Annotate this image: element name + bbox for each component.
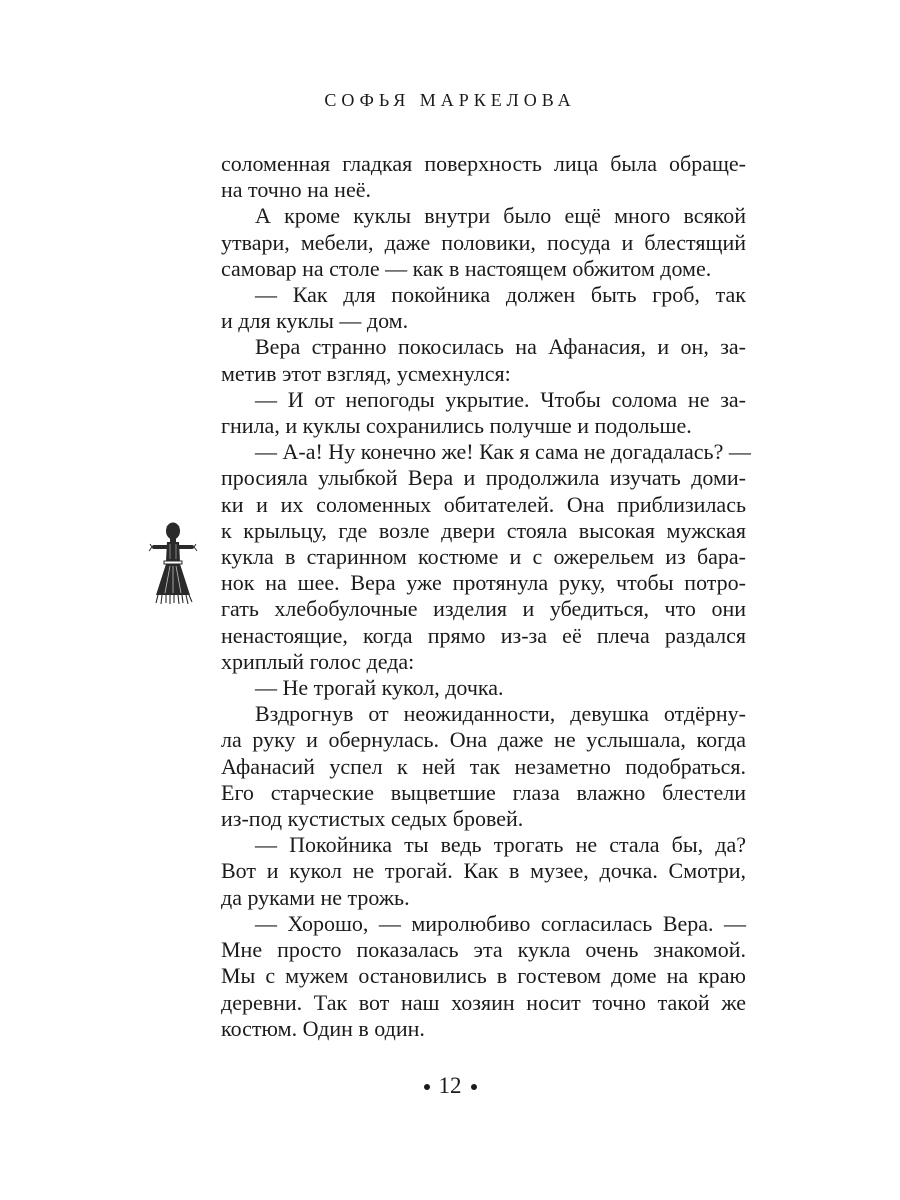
folio-dot-right-icon — [471, 1084, 477, 1090]
folio-dot-left-icon — [424, 1084, 430, 1090]
text-line: нок на шее. Вера уже протянула руку, чтобы потро- — [221, 570, 746, 596]
text-line: А кроме куклы внутри было ещё много всякой — [255, 203, 746, 229]
running-head: СОФЬЯ МАРКЕЛОВА — [324, 90, 576, 110]
text-line: — Как для покойника должен быть гроб, так — [255, 282, 746, 308]
text-line: кукла в старинном костюме и с ожерельем из бара- — [221, 544, 746, 570]
text-line: просияла улыбкой Вера и продолжила изучать доми- — [221, 465, 746, 491]
text-line: к крыльцу, где возле двери стояла высокая мужская — [221, 517, 746, 543]
text-line: Афанасий успел к ней так незаметно подобраться. — [221, 753, 746, 779]
text-line: ки и их соломенных обитателей. Она приблизилась — [221, 491, 746, 517]
text-line: ненастоящие, когда прямо из-за её плеча раздался — [221, 622, 746, 648]
text-line: самовар на столе — как в настоящем обжитом доме. — [221, 255, 712, 281]
text-line: гать хлебобулочные изделия и убедиться, что они — [221, 596, 746, 622]
text-line: гнила, и куклы сохранились получше и подольше. — [221, 413, 692, 439]
text-line: Вздрогнув от неожиданности, девушка отдёрну- — [255, 701, 746, 727]
text-line: деревни. Так вот наш хозяин носит точно такой же — [221, 989, 746, 1015]
text-line: на точно на неё. — [221, 177, 371, 203]
text-line: да руками не трожь. — [221, 884, 410, 910]
page-number-value: 12 — [438, 1073, 462, 1098]
straw-doll-icon — [148, 521, 198, 605]
text-line: — Не трогай кукол, дочка. — [255, 675, 504, 701]
text-line: и для куклы — дом. — [221, 308, 409, 334]
text-line: Его старческие выцветшие глаза влажно блестели — [221, 779, 746, 805]
text-line: ла руку и обернулась. Она даже не услышала, когда — [221, 727, 746, 753]
text-line: Вот и кукол не трогай. Как в музее, дочка. Смотри, — [221, 858, 746, 884]
text-line: метив этот взгляд, усмехнулся: — [221, 360, 511, 386]
text-line: хриплый голос деда: — [221, 648, 415, 674]
text-line: утвари, мебели, даже половики, посуда и блестящий — [221, 229, 746, 255]
text-line: из-под кустистых седых бровей. — [221, 806, 524, 832]
text-line: — А-а! Ну конечно же! Как я сама не догадалась? — — [255, 439, 751, 465]
text-line: Мне просто показалась эта кукла очень знакомой. — [221, 937, 746, 963]
text-line: — Хорошо, — миролюбиво согласилась Вера. — — [255, 910, 746, 936]
text-line: соломенная гладкая поверхность лица была обраще- — [221, 151, 746, 176]
text-line: костюм. Один в один. — [221, 1015, 425, 1041]
page-number — [0, 1073, 900, 1099]
text-line: — Покойника ты ведь трогать не стала бы, да? — [255, 832, 746, 858]
text-line: Вера странно покосилась на Афанасия, и он, за- — [255, 334, 746, 360]
text-line: Мы с мужем остановились в гостевом доме на краю — [221, 963, 746, 989]
text-line: — И от непогоды укрытие. Чтобы солома не за- — [255, 386, 746, 412]
body-text — [221, 151, 751, 1042]
